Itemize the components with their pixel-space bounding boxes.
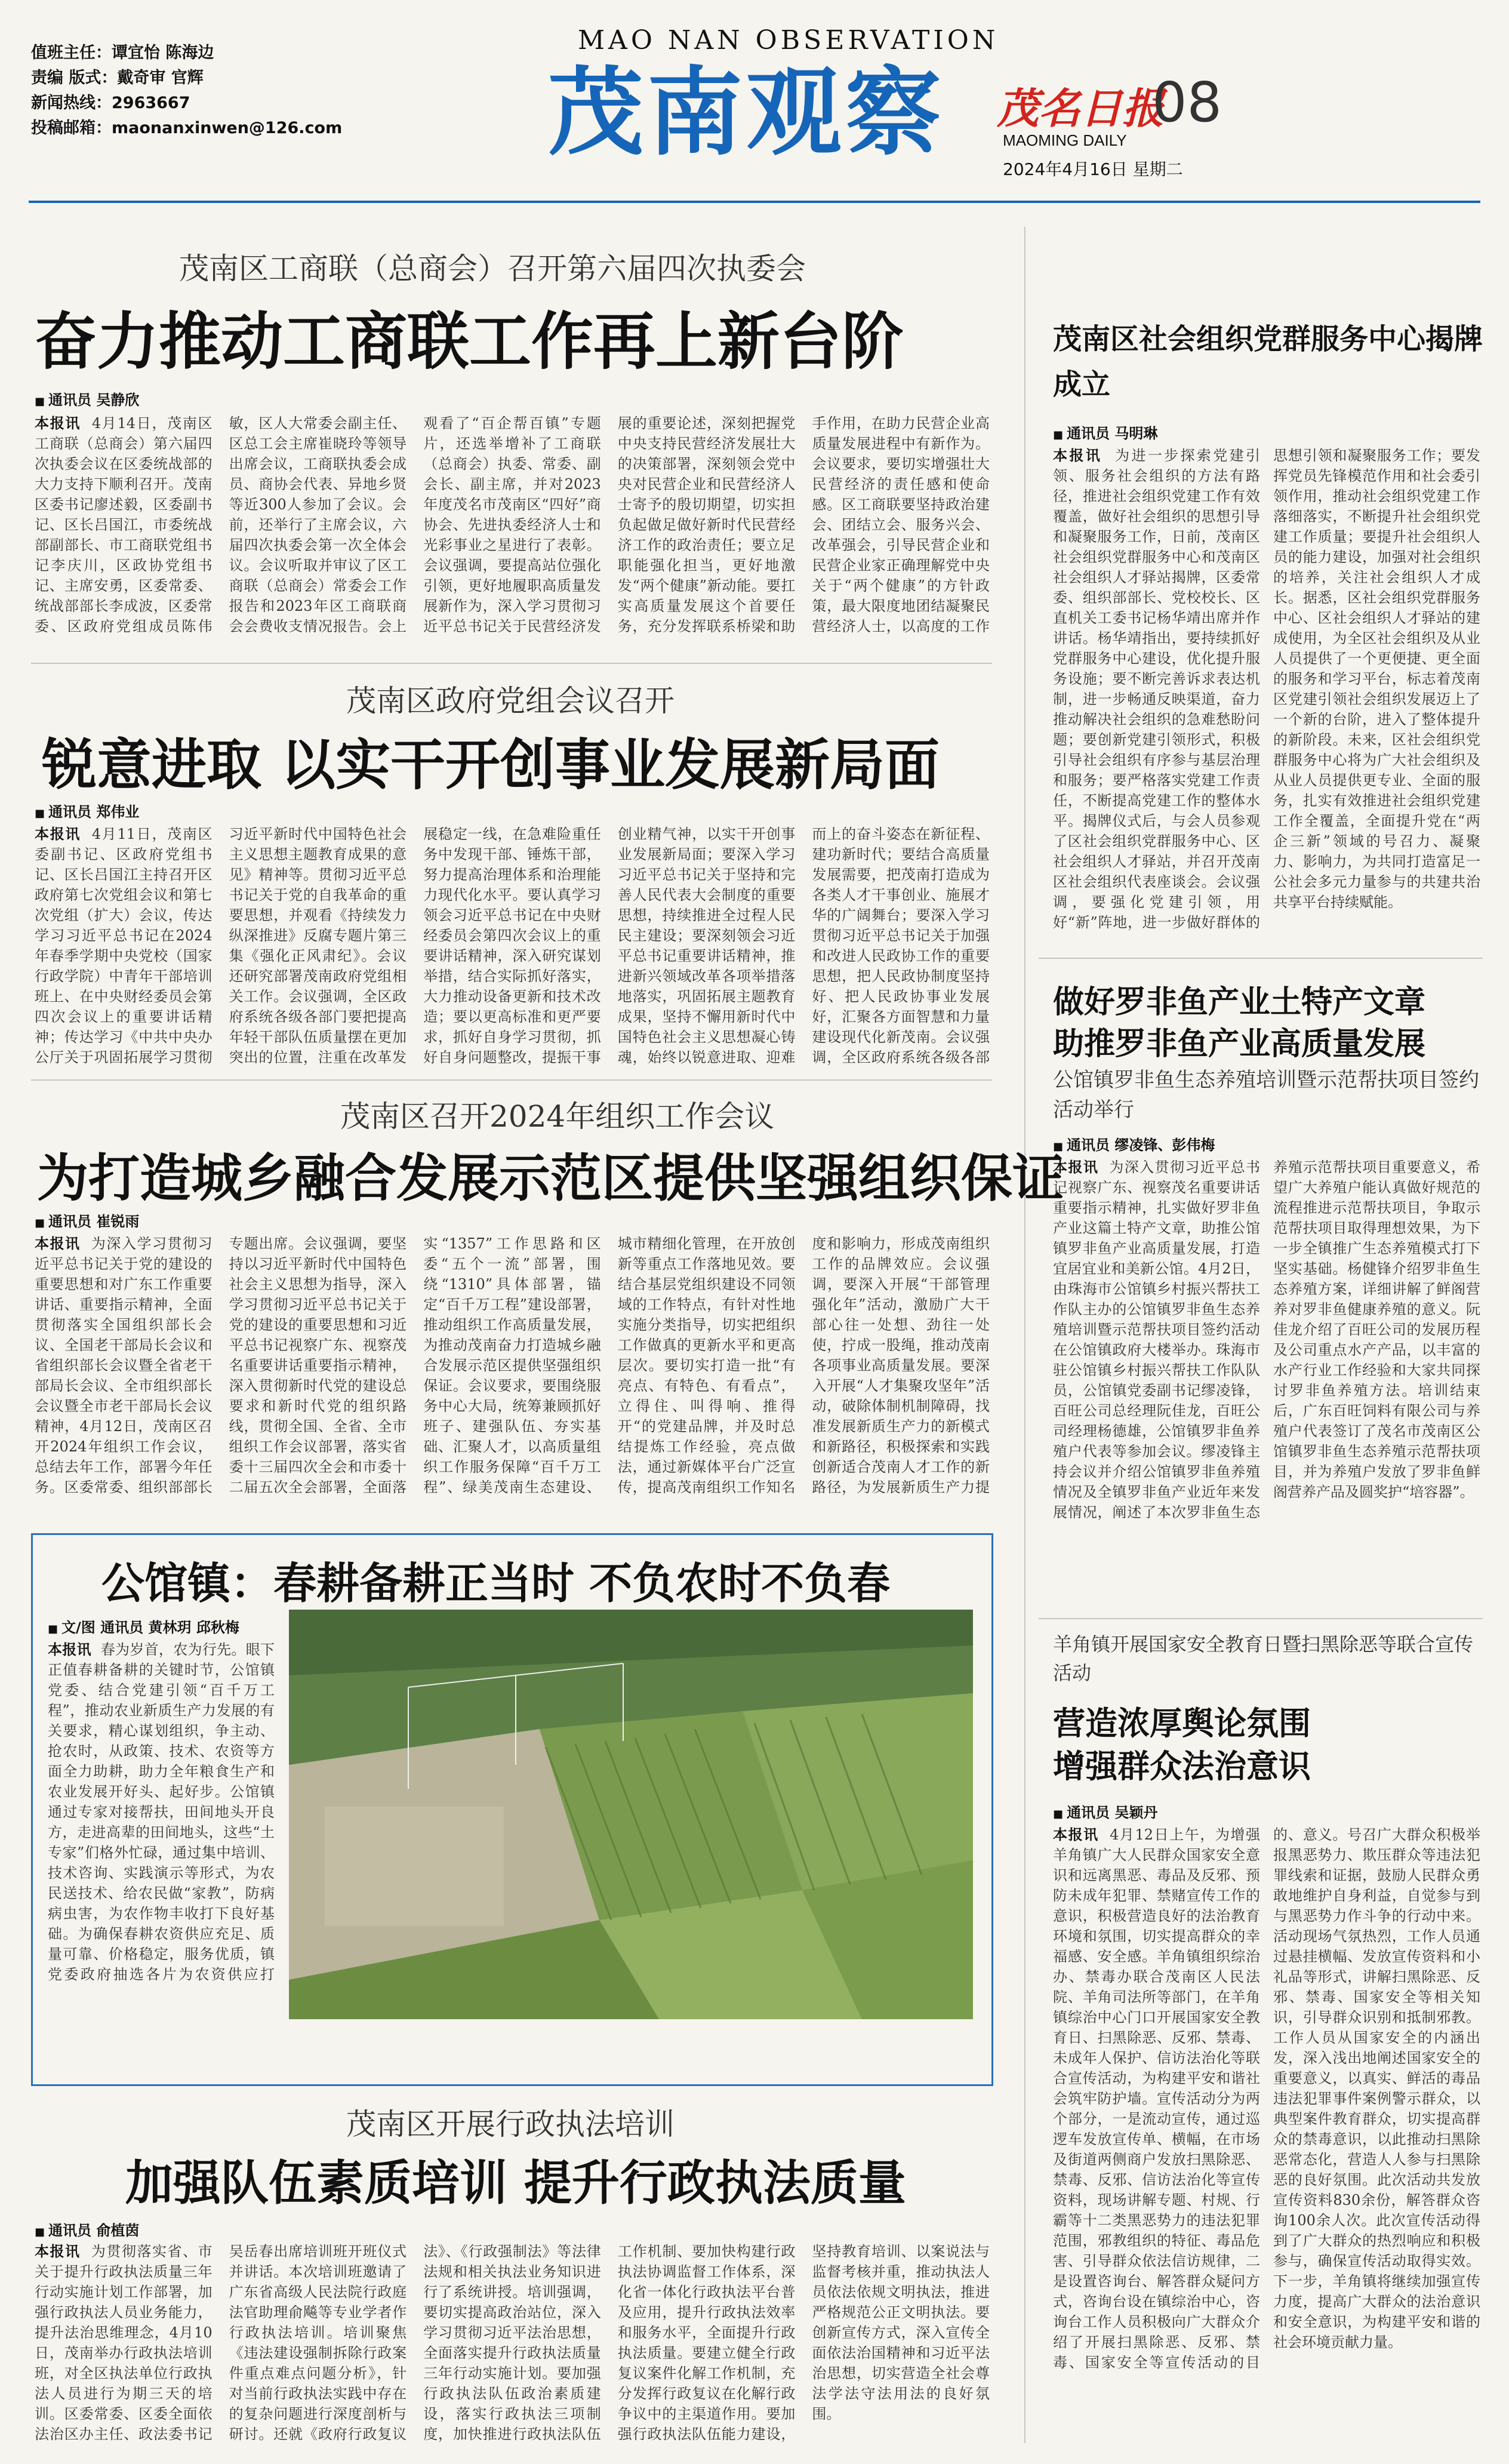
staff-info <box>31 41 342 141</box>
farmland-photo <box>289 1610 973 2019</box>
article7-text: 为深入贯彻习近平总书记视察广东、视察茂名重要讲话重要指示精神，扎实做好罗非鱼产业这篇土特产文章，助推公馆镇罗非鱼产业高质量发展，打造宜居宜业和美新公馆。4月2日，由珠海市公馆镇乡村振兴帮扶工作队主办的公馆镇罗非鱼生态养殖培训暨示范帮扶项目签约活动在公馆镇政府大楼举办。珠海市驻公馆镇乡村振兴帮扶工作队队员，公馆镇党委副书记缪凌锋，百旺公司总经理阮佳龙，百旺公司经理杨德雄，公馆镇罗非鱼养殖户代表等参加会议。缪凌锋主持会议并介绍公馆镇罗非鱼养殖情况及全镇罗非鱼产业近年来发展情况，阐述了本次罗非鱼生态养殖示范帮扶项目重要意义，希望广大养殖户能认真做好规范的流程推进示范帮扶项目，争取示范帮扶项目取得理想效果，为下一步全镇推广生态养殖模式打下坚实基础。杨健锋介绍罗非鱼生态养殖方案，详细讲解了鲜阁营养对罗非鱼健康养殖的意义。阮佳龙介绍了百旺公司的发展历程及公司重点水产产品，以丰富的水产行业工作经验和大家共同探讨罗非鱼养殖方法。培训结束后，广东百旺饲料有限公司与养殖户代表签订了茂名市茂南区公馆镇罗非鱼生态养殖示范帮扶项目，并为养殖户发放了罗非鱼鲜阁营养产品及圆奖护“培容器”。 <box>1053 1159 1480 1521</box>
article3-lead: 本报讯 <box>35 1235 81 1252</box>
article8-text: 4月12日上午，为增强羊角镇广大人民群众国家安全意识和远离黑恶、毒品及反邪、预防未成年犯罪、禁赌宣传工作的意识，积极营造良好的法治教育环境和氛围，切实提高群众的幸福感、安全感。羊角镇组织综治办、禁毒办联合茂南区人民法院、羊角司法所等部门，在羊角镇综治中心门口开展国家安全教育日、扫黑除恶、反邪、禁毒、未成年人保护、信访法治化等联合宣传活动，为构建平安和谐社会筑牢防护墙。宣传活动分为两个部分，一是流动宣传，通过巡逻车发放宣传单、横幅，在市场及街道两侧商户发放扫黑除恶、禁毒、反邪、信访法治化等宣传资料，现场讲解专题、村规、行霸等十二类黑恶势力的违法犯罪范围，邪教组织的特征、毒品危害、引导群众依法信访规律，二是设置咨询台、解答群众疑问方式，咨询台设在镇综治中心，咨询台工作人员积极向广大群众介绍了开展扫黑除恶、反邪、禁毒、国家安全等宣传活动的目的、意义。号召广大群众积极举报黑恶势力、欺压群众等违法犯罪线索和证据，鼓励人民群众勇敢地维护自身利益，自觉参与到与黑恶势力作斗争的行动中来。活动现场气氛热烈，工作人员通过悬挂横幅、发放宣传资料和小礼品等形式，讲解扫黑除恶、反邪、禁毒、国家安全等相关知识，引导群众识别和抵制邪教。工作人员从国家安全的内涵出发，深入浅出地阐述国家安全的重要意义，以真实、鲜活的毒品违法犯罪事件案例警示群众，以典型案件教育群众，切实提高群众的禁毒意识，以此推动扫黑除恶常态化，营造人人参与扫黑除恶的良好氛围。此次活动共发放宣传资料830余份，解答群众咨询100余人次。此次宣传活动得到了广大群众的热烈响应和积极参与，确保宣传活动取得实效。下一步，羊角镇将继续加强宣传力度，提高广大群众的法治意识和安全意识，为构建平安和谐的社会环境贡献力量。 <box>1053 1826 1480 2371</box>
article1-text: 4月14日，茂南区工商联（总商会）第六届四次执委会议在区委统战部的大力支持下顺利召开。茂南区委书记廖述毅，区委副书记、区长吕国江，市委统战部副部长、市工商联党组书记李庆川，区政协党组书记、主席安勇，区委常委、统战部部长李成波，区委常委、区政府党组成员陈伟敏，区人大常委会副主任、区总工会主席崔晓玲等领导出席会议，工商联执委会成员、商协会代表、异地乡贤等近300人参加了会议。会前，还举行了主席会议，六届四次执委会第一次全体会议。会议听取并审议了区工商联（总商会）常委会工作报告和2023年区工商联商会会费收支情况报告。会上观看了“百企帮百镇”专题片，还选举增补了工商联（总商会）执委、常委、副会长、副主席，并对2023年度茂名市茂南区“四好”商协会、先进执委经济人士和光彩事业之星进行了表彰。会议强调，要提高站位强化引领，更好地履职高质量发展新作为，深入学习贯彻习近平总书记关于民营经济发展的重要论述，深刻把握党中央支持民营经济发展壮大的决策部署，深刻领会党中央对民营企业和民营经济人士寄予的殷切期望，切实担负起做足做好新时代民营经济工作的政治责任；要立足职能强化担当，更好地激发“两个健康”新动能。要扛实高质量发展这个首要任务，充分发挥联系桥梁和助手作用，在助力民营企业高质量发展进程中有新作为。会议要求，要切实增强壮大民营经济的责任感和使命感。区工商联要坚持政治建会、团结立会、服务兴会、改革强会，引导民营企业和民营企业家正确理解党中央关于“两个健康”的方针政策，最大限度地团结凝聚民营经济人士，以高度的工作 <box>35 415 990 635</box>
article8-byline: ■ 通讯员 吴颖丹 <box>1053 1801 1157 1822</box>
paper-name-en: MAOMING DAILY <box>1003 131 1127 149</box>
article3-byline: ■ 通讯员 崔锐雨 <box>35 1210 139 1231</box>
article2-text: 4月11日，茂南区委副书记、区政府党组书记、区长吕国江主持召开区政府第七次党组会议和第七次党组（扩大）会议，传达学习习近平总书记在2024年春季学期中央党校（国家行政学院）中青年干部培训班上、在中央财经委员会第四次会议上的重要讲话精神；传达学习《中共中央办公厅关于巩固拓展学习贯彻习近平新时代中国特色社会主义思想主题教育成果的意见》精神等。贯彻习近平总书记关于党的自我革命的重要思想，并观看《持续发力纵深推进》反腐专题片第三集《强化正风肃纪》。会议还研究部署茂南政府党组相关工作。会议强调，全区政府系统各级各部门要把提高年轻干部队伍质量摆在更加突出的位置，注重在改革发展稳定一线，在急难险重任务中发现干部、锤炼干部，努力提高治理体系和治理能力现代化水平。要认真学习领会习近平总书记在中央财经委员会第四次会议上的重要讲话精神，深入研究谋划举措，结合实际抓好落实，大力推动设备更新和技术改造；要以更高标准和更严要求，抓好自身学习贯彻，抓好自身问题整改，提振干事创业精气神，以实干开创事业发展新局面；要深入学习习近平总书记关于坚持和完善人民代表大会制度的重要思想，持续推进全过程人民民主建设；要深刻领会习近平总书记重要讲话精神，推进新兴领域改革各项举措落地落实，巩固拓展主题教育成果，坚持不懈用新时代中国特色社会主义思想凝心铸魂，始终以锐意进取、迎难而上的奋斗姿态在新征程、建功新时代；要结合高质量发展需要，把茂南打造成为各类人才干事创业、施展才华的广阔舞台；要深入学习贯彻习近平总书记关于加强和改进人民政协工作的重要思想，把人民政协制度坚持好、把人民政协事业发展好，汇聚各方面智慧和力量建设现代化新茂南。会议强调，全区政府系统各级各部 <box>35 826 990 1066</box>
article8-kicker: 羊角镇开展国家安全教育日暨扫黑除恶等联合宣传活动 <box>1053 1633 1474 1684</box>
article7-body <box>1053 1157 1480 1623</box>
article5-body <box>35 2241 990 2444</box>
article6-text: 为进一步探索党建引领、服务社会组织的方法有路径，推进社会组织党建工作有效覆盖，做好社会组织的思想引导和凝聚服务工作，日前，茂南区社会组织党群服务中心和茂南区社会组织人才驿站揭牌，区委常委、组织部部长、党校校长、区直机关工委书记杨华靖出席并作讲话。杨华靖指出，要持续抓好党群服务中心建设，优化提升服务设施；要不断完善诉求表达机制，进一步畅通反映渠道，奋力推动解决社会组织的急难愁盼问题；要创新党建引领形式，积极引导社会组织有序参与基层治理和服务；要严格落实党建工作责任，不断提高党建工作的整体水平。揭牌仪式后，与会人员参观了区社会组织党群服务中心、区社会组织人才驿站，并召开茂南区社会组织代表座谈会。会议强调，要强化党建引领，用好“新”阵地，进一步做好群体的思想引领和凝聚服务工作；要发挥党员先锋模范作用和社会委引领作用，推动社会组织党建工作落细落实，不断提升社会组织党建工作质量；要提升社会组织人员的能力建设，加强对社会组织的培养，关注社会组织人才成长。据悉，区社会组织党群服务中心、区社会组织人才驿站的建成使用，为全区社会组织及从业人员提供了一个更便捷、更全面的服务和学习平台，标志着茂南区党建引领社会组织发展迈上了一个新的台阶，进入了整体提升的新阶段。未来，区社会组织党群服务中心将为广大社会组织及从业人员提供更专业、全面的服务，扎实有效推进社会组织党建工作全覆盖，全面提升党在“两企三新”领域的号召力、凝聚力、影响力，为共同打造富足一公社会多元力量参与的共建共治共享平台持续赋能。 <box>1053 447 1480 931</box>
issue-date: 2024年4月16日 星期二 <box>1003 159 1183 179</box>
article5-headline: 加强队伍素质培训 提升行政执法质量 <box>125 2155 906 2211</box>
article4-body <box>48 1639 275 1986</box>
divider <box>31 1079 992 1081</box>
article1-body <box>35 413 990 638</box>
article7-byline: ■ 通讯员 缪凌锋、彭伟梅 <box>1053 1133 1215 1154</box>
article5-lead: 本报讯 <box>35 2242 81 2260</box>
article3-body <box>35 1233 990 1514</box>
section-title-cn: 茂南观察 <box>548 57 945 168</box>
article3-kicker: 茂南区召开2024年组织工作会议 <box>340 1099 775 1134</box>
divider <box>1039 1618 1483 1619</box>
article5-text: 为贯彻落实省、市关于提升行政执法质量三年行动实施计划工作部署，加强行政执法人员业务能力，提升法治思维理念，4月10日，茂南举办行政执法培训班，对全区执法单位行政执法人员进行为期三天的培训。区委常委、区委全面依法治区办主任、政法委书记吴岳春出席培训班开班仪式并讲话。本次培训班邀请了广东省高级人民法院行政庭法官助理俞飚等专业学者作行政执法培训。培训聚焦《违法建设强制拆除行政案件重点难点问题分析》，针对当前行政执法实践中存在的复杂问题进行深度剖析与研讨。还就《政府行政复议法》、《行政强制法》等法律法规和相关执法业务知识进行了系统讲授。培训强调，要切实提高政治站位，深入学习贯彻习近平法治思想，全面落实提升行政执法质量三年行动实施计划。要加强行政执法队伍政治素质建设，落实行政执法三项制度，加快推进行政执法队伍工作机制、要加快构建行政执法协调监督工作体系，深化省一体化行政执法平台普及应用，提升行政执法效率和服务水平，全面提升行政执法质量。要建立健全行政复议案件化解工作机制，充分发挥行政复议在化解行政争议中的主渠道作用。要加强行政执法队伍能力建设，坚持教育培训、以案说法与监督考核并重，推动执法人员依法依规文明执法，推进严格规范公正文明执法。要创新宣传方式，深入宣传全面依法治国精神和习近平法治思想，切实营造全社会尊法学法守法用法的良好氛围。 <box>35 2243 990 2443</box>
article1-byline: ■ 通讯员 吴静欣 <box>35 388 139 409</box>
article1-lead: 本报讯 <box>35 414 81 432</box>
article8-lead: 本报讯 <box>1053 1826 1099 1843</box>
section-title-en: MAO NAN OBSERVATION <box>578 25 999 56</box>
paper-logo: 茂名日报 <box>997 84 1164 133</box>
article6-headline: 茂南区社会组织党群服务中心揭牌成立 <box>1053 322 1483 401</box>
staff-designer: 责编 版式：戴奇审 官辉 <box>31 69 204 87</box>
article2-headline: 锐意进取 以实干开创事业发展新局面 <box>42 733 940 797</box>
staff-email: 投稿邮箱：maonanxinwen@126.com <box>31 119 343 137</box>
article1-kicker: 茂南区工商联（总商会）召开第六届四次执委会 <box>179 251 806 286</box>
page-number: 08 <box>1152 70 1222 134</box>
article2-lead: 本报讯 <box>35 825 81 842</box>
article7-headline-1: 做好罗非鱼产业土特产文章 <box>1053 985 1426 1020</box>
staff-editor: 值班主任：谭宜怡 陈海边 <box>31 44 214 62</box>
article4-text: 春为岁首，农为行先。眼下正值春耕备耕的关键时节，公馆镇党委、结合党建引领“百千万工程”，推动农业新质生产力发展的有关要求，精心谋划组织，争主动、抢农时，从政策、技术、农资等方面全力助耕，助力全年粮食生产和农业发展开好头、起好步。公馆镇通过专家对接帮扶，田间地头开良方，走进高辈的田间地头，这些“土专家”们格外忙碌，通过集中培训、技术咨询、实践演示等形式，为农民送技术、给农民做“家教”，防病病虫害，为农作物丰收打下良好基础。为确保春耕农资供应充足、质量可靠、价格稳定，服务优质，镇党委政府抽选各片为农资供应打 <box>48 1641 275 1983</box>
article6-byline: ■ 通讯员 马明琳 <box>1053 422 1157 442</box>
article8-headline-1: 营造浓厚舆论氛围 <box>1053 1705 1311 1742</box>
article2-body <box>35 824 990 1069</box>
article7-headline-2: 助推罗非鱼产业高质量发展 <box>1053 1026 1426 1062</box>
staff-hotline: 新闻热线：2963667 <box>31 94 190 112</box>
article5-kicker: 茂南区开展行政执法培训 <box>346 2107 675 2142</box>
divider <box>1039 958 1483 959</box>
article4-headline: 公馆镇：春耕备耕正当时 不负农时不负春 <box>101 1558 891 1608</box>
article8-headline-2: 增强群众法治意识 <box>1053 1748 1311 1785</box>
article4-lead: 本报讯 <box>48 1641 91 1658</box>
article5-byline: ■ 通讯员 俞植茵 <box>35 2219 139 2240</box>
farmland-aerial-image <box>289 1610 973 2019</box>
column-separator <box>1024 227 1025 2443</box>
article2-byline: ■ 通讯员 郑伟业 <box>35 800 139 821</box>
article6-body <box>1053 445 1480 935</box>
divider <box>31 663 992 664</box>
masthead-rule <box>29 201 1480 203</box>
article8-body <box>1053 1825 1480 2445</box>
article3-headline: 为打造城乡融合发展示范区提供坚强组织保证 <box>37 1149 1064 1208</box>
article7-lead: 本报讯 <box>1053 1158 1099 1176</box>
article1-headline: 奋力推动工商联工作再上新台阶 <box>35 305 904 378</box>
article4-byline: ■ 文/图 通讯员 黄林玥 邱秋梅 <box>48 1616 239 1636</box>
article7-subhead: 公馆镇罗非鱼生态养殖培训暨示范帮扶项目签约活动举行 <box>1053 1068 1479 1122</box>
article3-text: 为深入学习贯彻习近平总书记关于党的建设的重要思想和对广东工作重要讲话、重要指示精神，全面贯彻落实全国组织部长会议、全国老干部局长会议和省组织部长会议暨全省老干部局长会议、全市组织部长会议暨全市老干部局长会议精神，4月12日，茂南区召开2024年组织工作会议，总结去年工作，部署今年任务。区委常委、组织部部长专题出席。会议强调，要坚持以习近平新时代中国特色社会主义思想为指导，深入学习贯彻习近平总书记关于党的建设的重要思想和习近平总书记视察广东、视察茂名重要讲话重要指示精神，深入贯彻新时代党的建设总要求和新时代党的组织路线，贯彻全国、全省、全市组织工作会议部署，落实省委十三届四次全会和市委十二届五次全会部署，全面落实“1357”工作思路和区委“五个一流”部署，围绕“1310”具体部署，锚定“百千万工程”建设部署，推动组织工作高质量发展，为推动茂南奋力打造城乡融合发展示范区提供坚强组织保证。会议要求，要围绕服务中心大局，统筹兼顾抓好班子、建强队伍、夯实基础、汇聚人才，以高质量组织工作服务保障“百千万工程”、绿美茂南生态建设、城市精细化管理，在开放创新等重点工作落地见效。要结合基层党组织建设不同领域的工作特点，有针对性地实施分类指导，切实把组织工作做真的更新水平和更高层次。要切实打造一批“有亮点、有特色、有看点”，立得住、叫得响、推得开“的党建品牌，并及时总结提炼工作经验，亮点做法，通过新媒体平台广泛宣传，提高茂南组织工作知名度和影响力，形成茂南组织工作的品牌效应。会议强调，要深入开展“干部管理强化年”活动，激励广大干部心往一处想、劲往一处使，拧成一股绳，推动茂南各项事业高质量发展。要深入开展“人才集聚攻坚年”活动，破除体制机制障碍，找准发展新质生产力的新模式和新路径，积极探索和实践创新适合茂南人才工作的新路径，为发展新质生产力提 <box>35 1235 990 1496</box>
article2-kicker: 茂南区政府党组会议召开 <box>346 684 675 718</box>
article6-lead: 本报讯 <box>1053 447 1103 464</box>
